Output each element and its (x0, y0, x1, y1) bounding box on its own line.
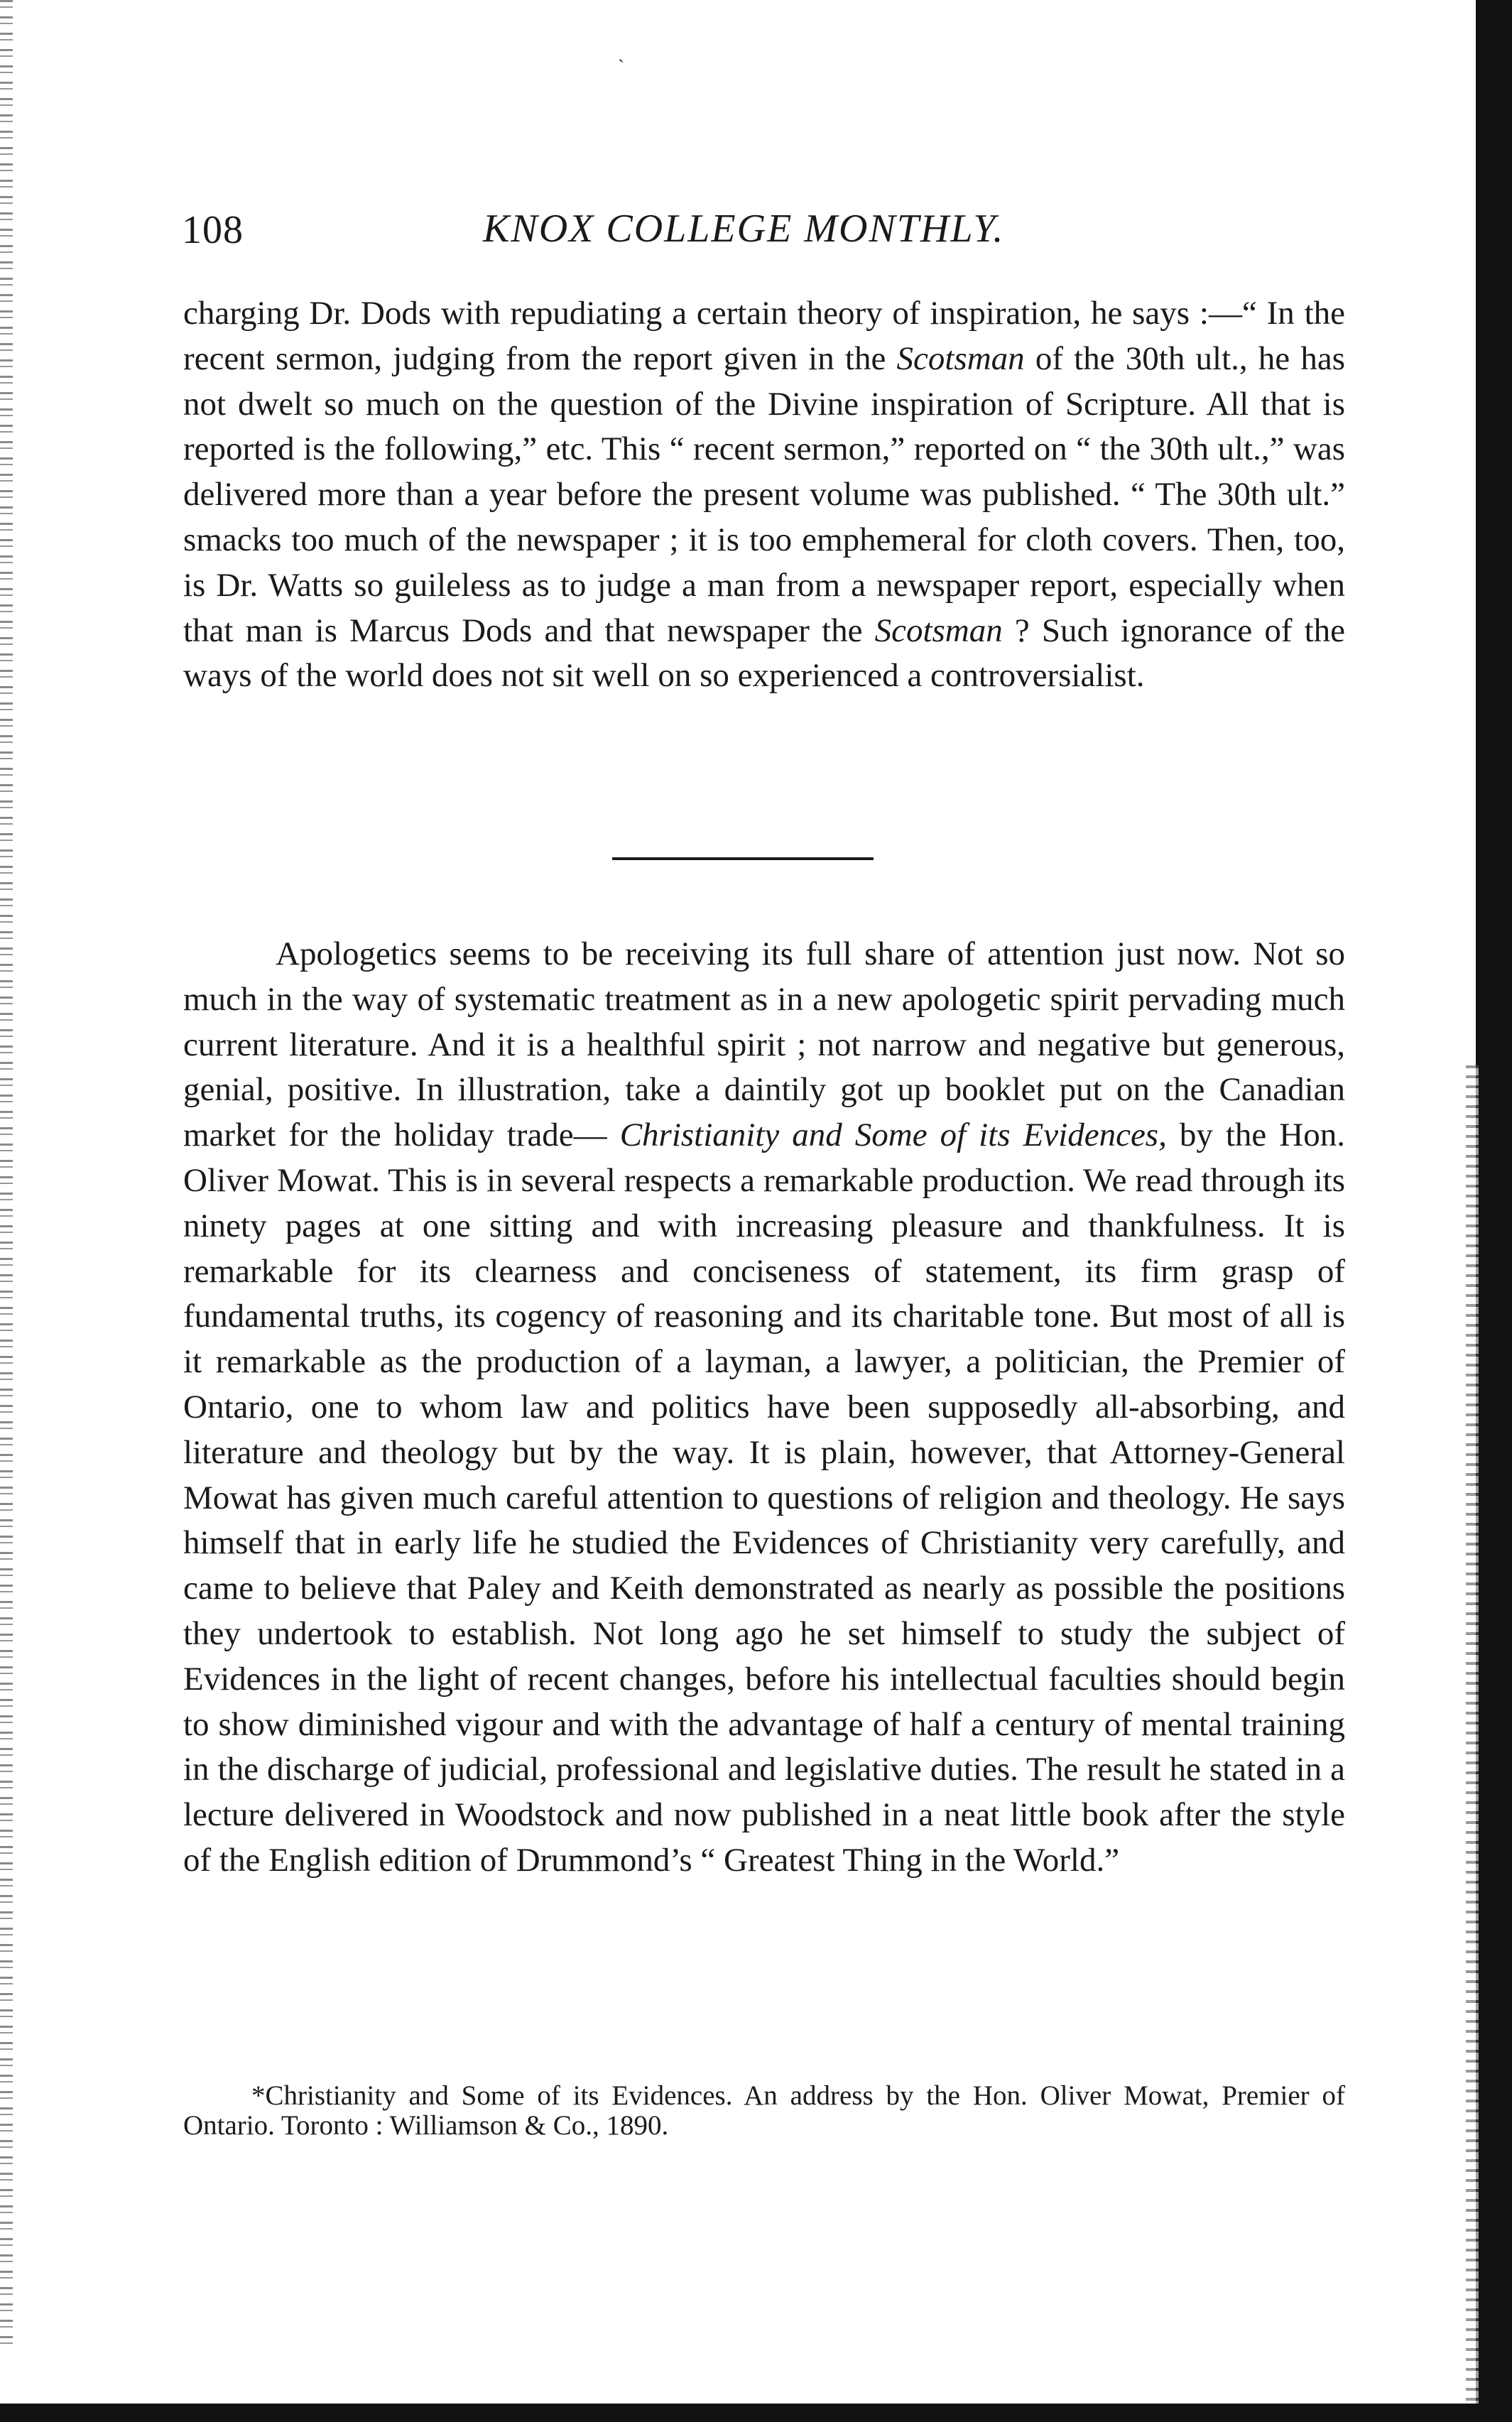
paragraph-2-text-a: Apologetics seems to be receiving its full share of attention just now. Not so much in the way of systematic treatment as in a new apologetic spirit pervading much current literature. And it is a healthful spirit ; not narrow and negative but generous, genial, positive. In illustration, take a daintily got up booklet put on the Canadian market for the holiday trade— (183, 935, 1345, 1154)
paragraph-1-text-a: charging Dr. Dods with repudiating a certain theory of inspiration, he says :—“ In the recent sermon, judging from the report given in the (183, 295, 1345, 377)
scan-left-edge (0, 0, 13, 2344)
paragraph-1-italic-scotsman-b: Scotsman (874, 612, 1003, 649)
running-head: KNOX COLLEGE MONTHLY. (483, 207, 1005, 251)
paragraph-1-text-c: ? Such ignorance of the ways of the world does not sit well on so experienced a controversialist. (183, 612, 1345, 695)
scan-bottom-border (0, 2404, 1512, 2422)
paragraph-1 (183, 291, 1345, 699)
paragraph-2-italic-book-title: Christianity and Some of its Evidences, (619, 1117, 1167, 1154)
section-divider (612, 857, 874, 860)
footnote: *Christianity and Some of its Evidences. An address by the Hon. Oliver Mowat, Premier of Ontario. Toronto : Williamson & Co., 1890. (183, 2080, 1345, 2141)
scan-right-border (1476, 0, 1512, 2422)
paragraph-1-text-b: of the 30th ult., he has not dwelt so much on the question of the Divine inspiration of Scripture. All that is reported is the following,” etc. This “ recent sermon,” reported on “ the 30th ult.,” was delivered more than a year before the present volume was published. “ The 30th ult.” smacks too much of the newspaper ; it is too emphemeral for cloth covers. Then, too, is Dr. Watts so guileless as to judge a man from a newspaper report, especially when that man is Marcus Dods and that newspaper the (183, 340, 1345, 649)
paragraph-1-italic-scotsman-a: Scotsman (896, 340, 1025, 377)
paragraph-2-text-b: by the Hon. Oliver Mowat. This is in several respects a remarkable production. We read through its ninety pages at one sitting and with increasing pleasure and thankfulness. It is remarkable for its clearness and conciseness of statement, its firm grasp of fundamental truths, its cogency of reasoning and its charitable tone. But most of all is it remarkable as the production of a layman, a lawyer, a politician, the Premier of Ontario, one to whom law and politics have been supposedly all-absorbing, and literature and theology but by the way. It is plain, however, that Attorney-General Mowat has given much careful attention to questions of religion and theology. He says himself that in early life he studied the Evidences of Christianity very carefully, and came to believe that Paley and Keith demonstrated as nearly as possible the positions they undertook to establish. Not long ago he set himself to study the subject of Evidences in the light of recent changes, before his intellectual faculties should begin to show diminished vigour and with the advantage of half a century of mental training in the discharge of judicial, professional and legislative duties. The result he stated in a lecture delivered in Woodstock and now published in a neat little book after the style of the English edition of Drummond’s “ Greatest Thing in the World.” (183, 1117, 1345, 1879)
page-number: 108 (182, 208, 244, 252)
paragraph-2 (183, 932, 1345, 1884)
scan-speck: ˎ (618, 41, 625, 63)
scan-right-speckle (1466, 1065, 1479, 2415)
